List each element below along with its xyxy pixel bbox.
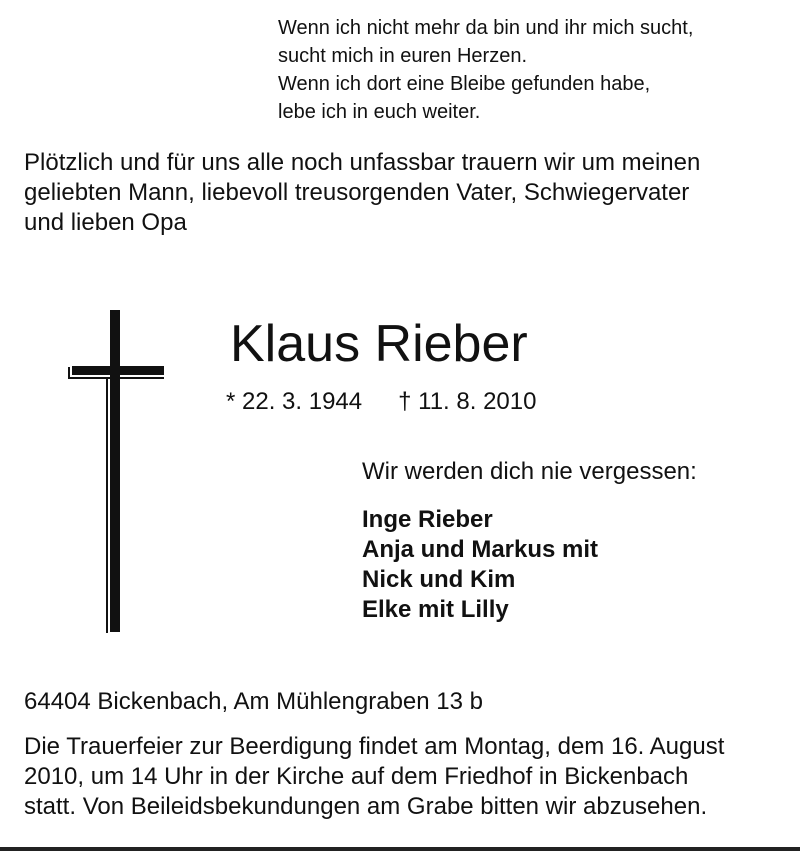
poem-line: sucht mich in euren Herzen. [278,45,528,67]
mourners-heading: Wir werden dich nie vergessen: [362,458,697,485]
poem-line: Wenn ich nicht mehr da bin und ihr mich sucht, [278,17,694,39]
mourners-list [362,505,598,625]
cross-icon [66,310,166,634]
death-date: † 11. 8. 2010 [398,388,537,415]
funeral-info [24,732,724,822]
life-dates [226,386,536,418]
announcement-line: geliebten Mann, liebevoll treusorgenden Vater, Schwiegervater [24,179,690,206]
announcement-line: und lieben Opa [24,209,187,236]
announcement-text [24,148,784,238]
funeral-line: Die Trauerfeier zur Beerdigung findet am Montag, dem 16. August [24,733,725,760]
poem-line: lebe ich in euch weiter. [278,101,481,123]
birth-date: * 22. 3. 1944 [226,388,363,415]
funeral-line: statt. Von Beileidsbekundungen am Grabe bitten wir abzusehen. [24,793,708,820]
deceased-name: Klaus Rieber [230,315,528,373]
poem-line: Wenn ich dort eine Bleibe gefunden habe, [278,73,651,95]
mourner-name: Nick und Kim [362,566,516,593]
announcement-line: Plötzlich und für uns alle noch unfassbar trauern wir um meinen [24,149,701,176]
address: 64404 Bickenbach, Am Mühlengraben 13 b [24,688,483,715]
poem [278,14,693,126]
mourner-name: Anja und Markus mit [362,536,599,563]
mourner-name: Inge Rieber [362,506,493,533]
mourner-name: Elke mit Lilly [362,596,509,623]
funeral-line: 2010, um 14 Uhr in der Kirche auf dem Friedhof in Bickenbach [24,763,689,790]
